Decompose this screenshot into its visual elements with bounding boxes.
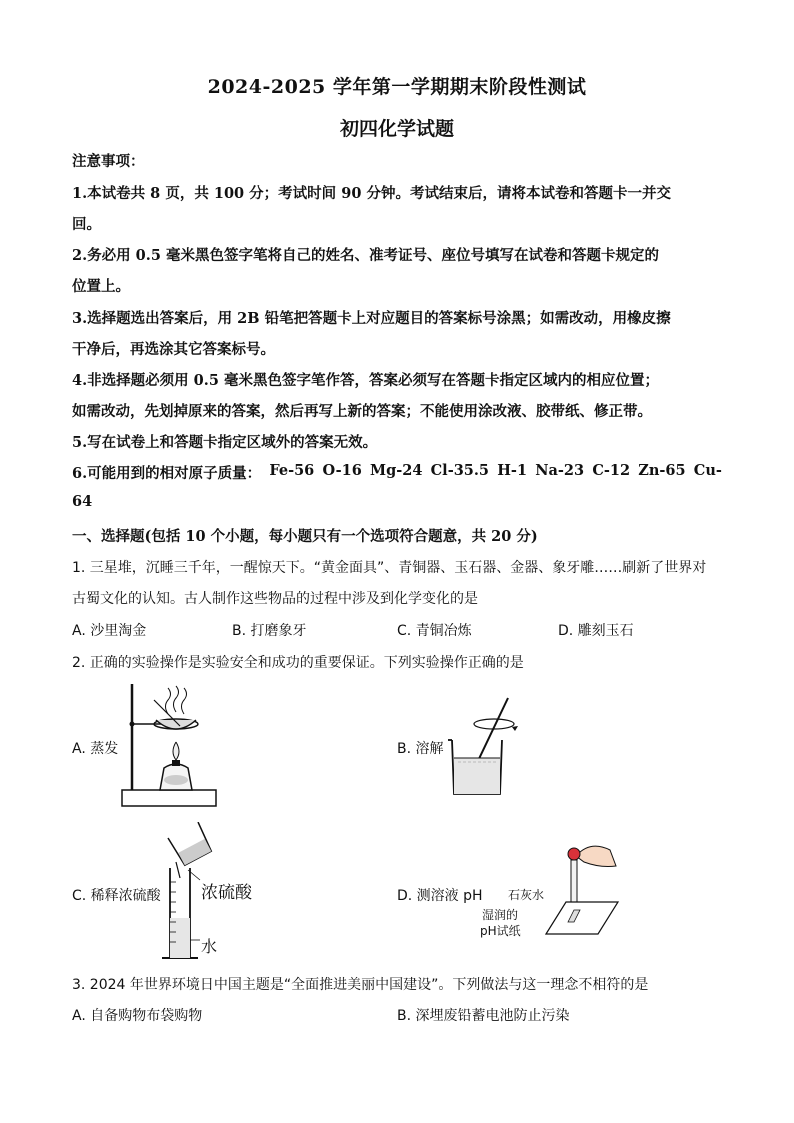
note-line-9: 5.写在试卷上和答题卡指定区域外的答案无效。: [72, 434, 378, 451]
water-label: 水: [201, 937, 218, 956]
exam-title: 2024-2025 学年第一学期期末阶段性测试: [207, 76, 587, 98]
mass-cu-value: 64: [72, 493, 93, 510]
mass-h: H-1: [497, 462, 528, 479]
limewater-label: 石灰水: [508, 888, 545, 902]
q1-option-a: A. 沙里淘金: [72, 623, 147, 639]
note-line-5: 3.选择题选出答案后，用 2B 铅笔把答题卡上对应题目的答案标号涂黑；如需改动，用橡皮擦: [72, 310, 671, 327]
dissolving-beaker-figure: [444, 694, 524, 798]
mass-c: C-12: [592, 462, 631, 479]
conc-acid-label: 浓硫酸: [201, 883, 252, 903]
section-1-title: 一、选择题(包括 10 个小题，每小题只有一个选项符合题意，共 20 分): [72, 528, 538, 545]
ph-paper-label: pH试纸: [480, 924, 521, 938]
note-line-3: 2.务必用 0.5 毫米黑色签字笔将自己的姓名、准考证号、座位号填写在试卷和答题卡规定的: [72, 247, 659, 264]
mass-cl: Cl-35.5: [430, 462, 490, 479]
note-line-8: 如需改动，先划掉原来的答案，然后再写上新的答案；不能使用涂改液、胶带纸、修正带。: [72, 403, 652, 420]
evaporation-apparatus-figure: [118, 680, 220, 812]
note-line-1: 1.本试卷共 8 页，共 100 分；考试时间 90 分钟。考试结束后，请将本试卷和答题卡一并交: [72, 185, 671, 202]
q1-stem-line-1: 1. 三星堆，沉睡三千年，一醒惊天下。“黄金面具”、青铜器、玉石器、金器、象牙雕……刷新了世界对: [72, 560, 707, 576]
q2-stem: 2. 正确的实验操作是实验安全和成功的重要保证。下列实验操作正确的是: [72, 655, 524, 671]
ph-test-figure: [540, 840, 620, 946]
note-line-4: 位置上。: [72, 278, 130, 295]
q2-option-b: B. 溶解: [397, 741, 444, 757]
atomic-masses-label: 6.可能用到的相对原子质量：: [72, 465, 262, 482]
q2-option-d: D. 测溶液 pH: [397, 888, 483, 904]
q1-option-b: B. 打磨象牙: [232, 623, 307, 639]
atomic-masses-line: [72, 462, 722, 483]
q1-option-c: C. 青铜冶炼: [397, 623, 472, 639]
q2-option-c: C. 稀释浓硫酸: [72, 888, 161, 904]
mass-o: O-16: [322, 462, 362, 479]
mass-zn: Zn-65: [638, 462, 686, 479]
exam-subtitle: 初四化学试题: [339, 118, 454, 140]
q2-option-a: A. 蒸发: [72, 741, 119, 757]
note-line-6: 干净后，再选涂其它答案标号。: [72, 341, 275, 358]
q3-option-a: A. 自备购物布袋购物: [72, 1008, 203, 1024]
q1-option-d: D. 雕刻玉石: [558, 623, 634, 639]
q3-option-b: B. 深埋废铅蓄电池防止污染: [397, 1008, 570, 1024]
notes-heading: 注意事项：: [72, 153, 145, 170]
note-line-7: 4.非选择题必须用 0.5 毫米黑色签字笔作答，答案必须写在答题卡指定区域内的相应位置；: [72, 372, 659, 389]
mass-cu: Cu-: [693, 462, 722, 479]
wet-label: 湿润的: [482, 908, 519, 922]
q1-stem-line-2: 古蜀文化的认知。古人制作这些物品的过程中涉及到化学变化的是: [72, 591, 478, 607]
q3-stem: 3. 2024 年世界环境日中国主题是“全面推进美丽中国建设”。下列做法与这一理念不相符的是: [72, 977, 649, 993]
note-line-2: 回。: [72, 216, 101, 233]
mass-mg: Mg-24: [370, 462, 423, 479]
mass-na: Na-23: [535, 462, 585, 479]
mass-fe: Fe-56: [269, 462, 315, 479]
